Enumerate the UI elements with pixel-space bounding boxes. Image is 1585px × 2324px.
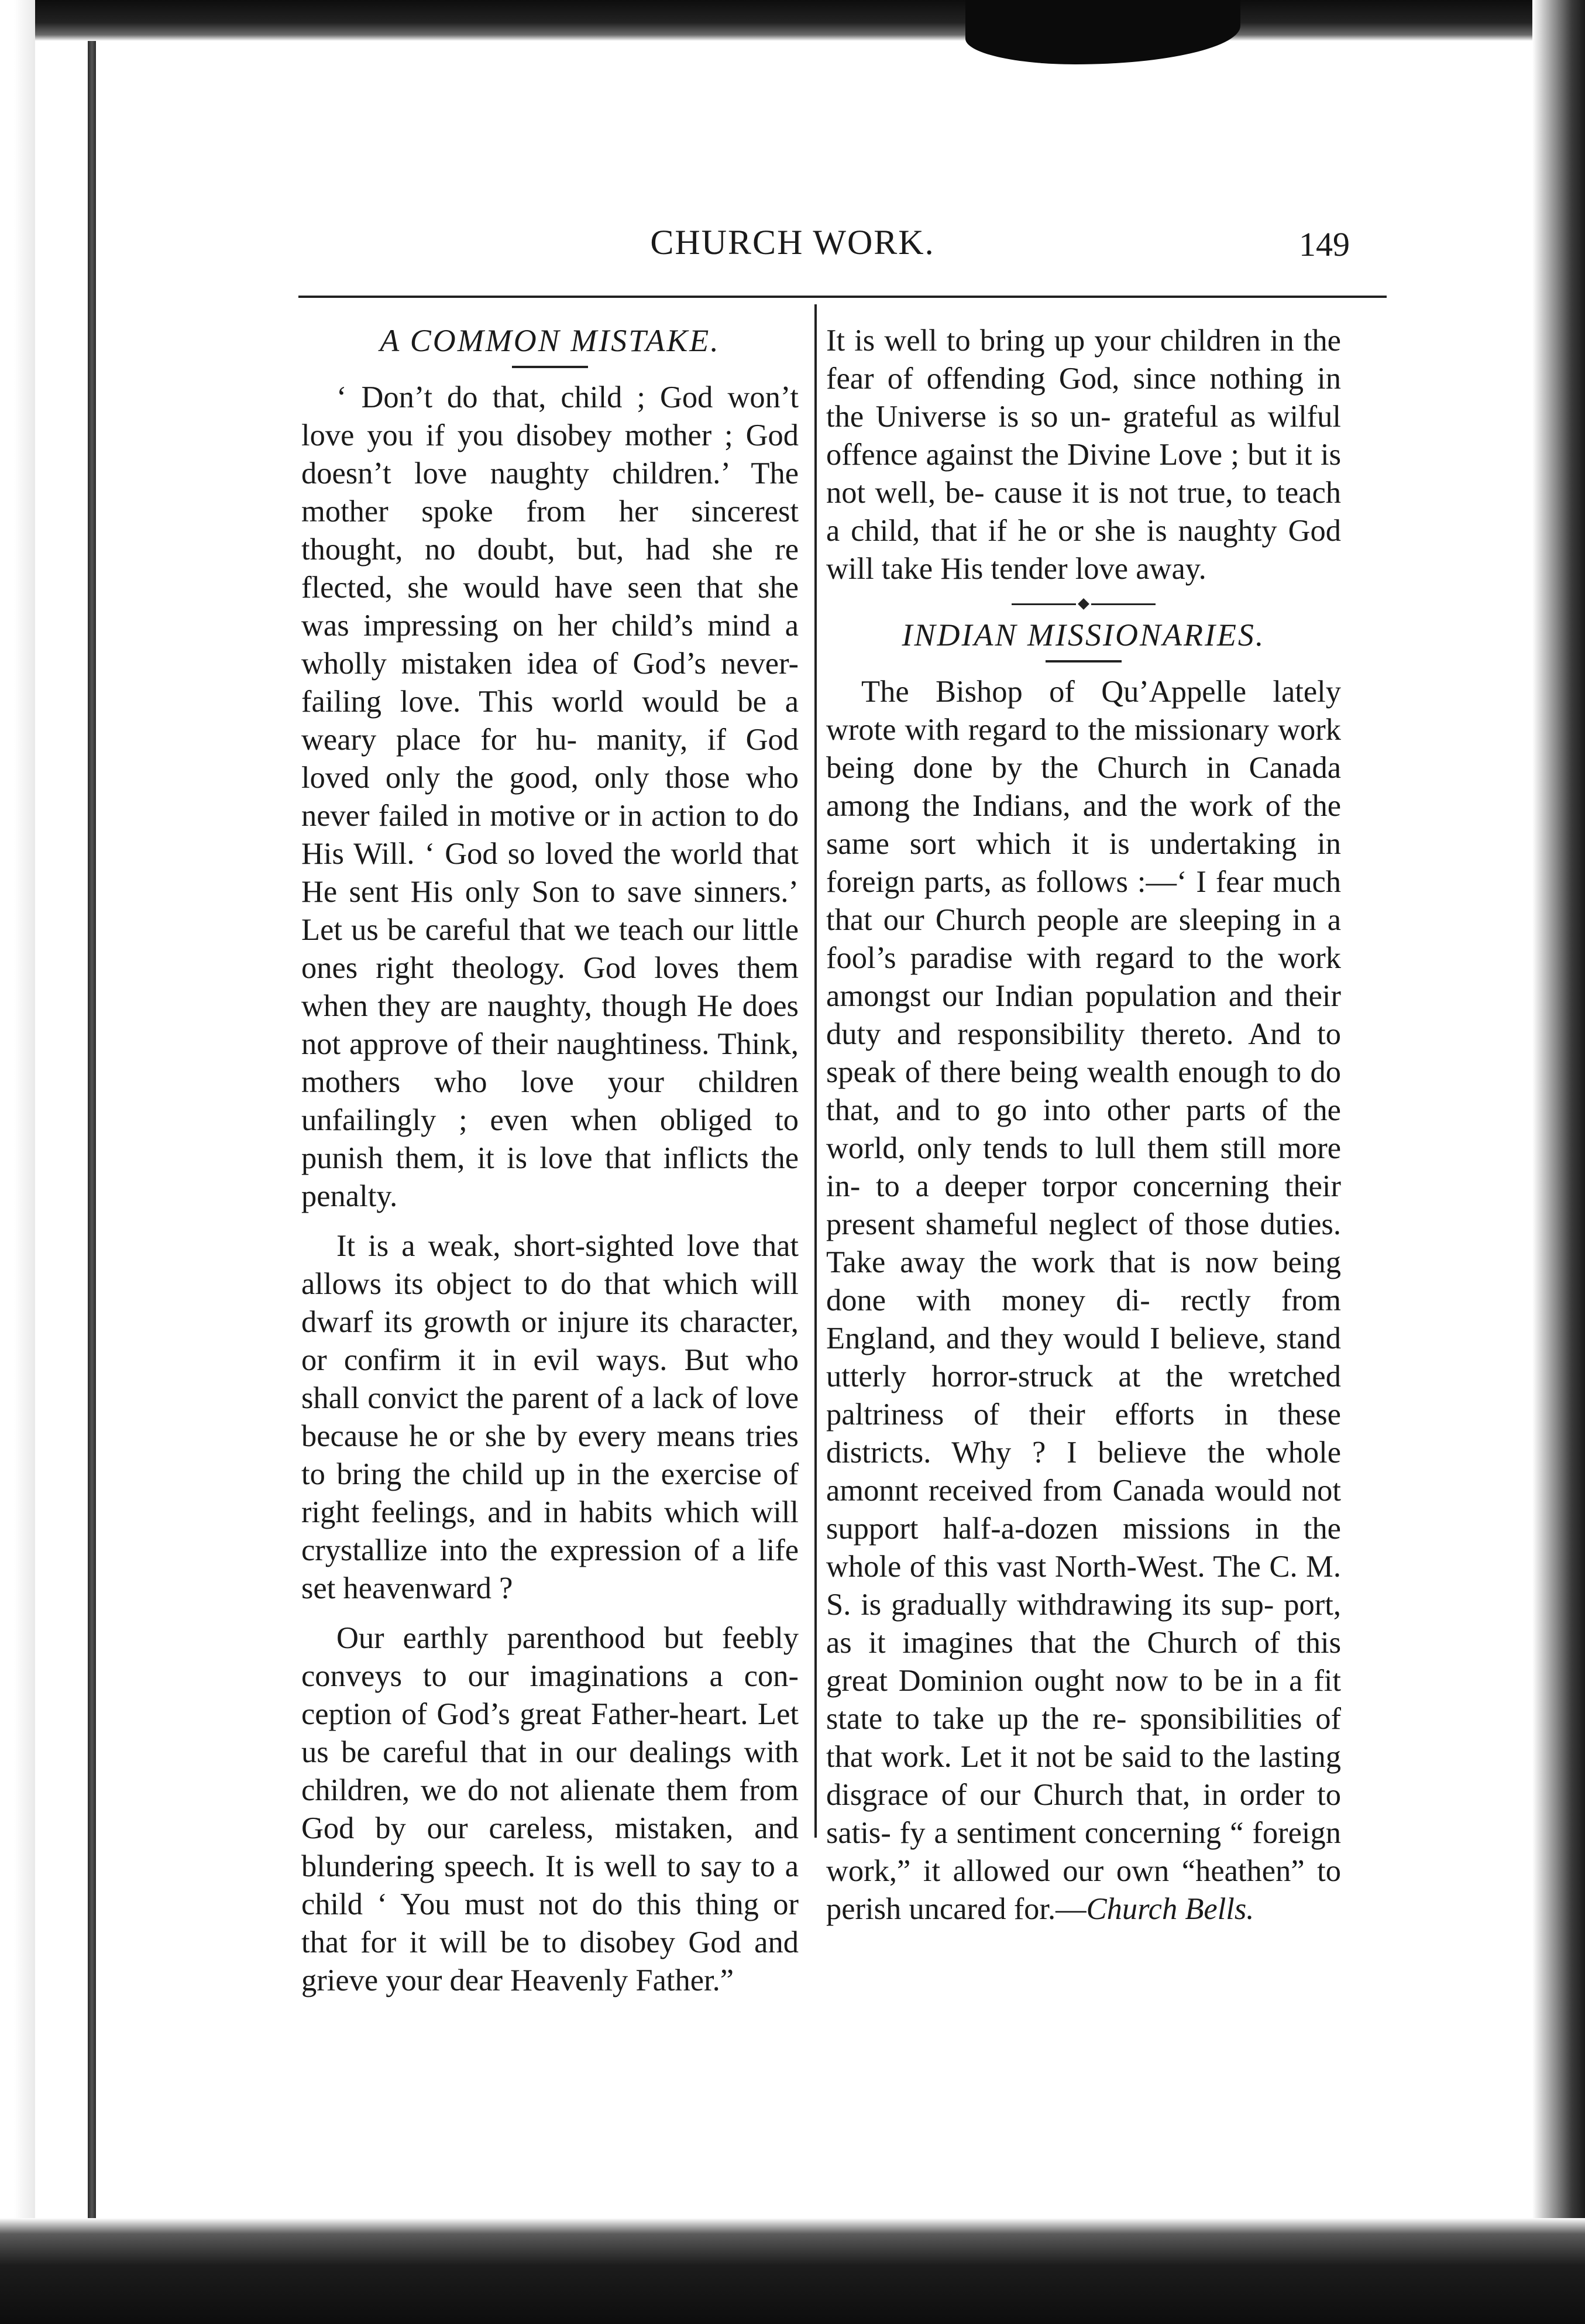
page-number: 149 (1299, 225, 1350, 263)
paragraph: It is a weak, short-sighted love that allows its object to do that which will dwarf its growth or injure its character, or confirm it in evil ways. But who shall convict the parent of a lack of love because he or she by every means tries to bring the child up in the exercise of right feelings, and in habits which will crystallize into the expression of a life set heavenward ? (301, 1229, 799, 1605)
scan-edge-bottom (0, 2218, 1585, 2324)
header-rule (298, 296, 1387, 298)
paragraph: ‘ Don’t do that, child ; God won’t love you if you disobey mother ; God doesn’t love naughty children.’ The mother spoke from her sincerest thought, no doubt, but, had she re flected, she would have seen that she was impressing on her child’s mind a wholly mistaken idea of God’s never-failing love. This world would be a weary place for hu- manity, if God loved only the good, only those who never failed in motive or in action to do His Will. ‘ God so loved the world that He sent His only Son to save sinners.’ Let us be careful that we teach our little ones right theology. God loves them when they are naughty, though He does not approve of their naughtiness. Think, mothers who love your children unfailingly ; even when obliged to punish them, it is love that inflicts the penalty. (301, 380, 799, 1213)
source-credit: Church Bells. (1086, 1892, 1254, 1926)
paragraph: Our earthly parenthood but feebly conveys to our imaginations a con- ception of God’s great Father-heart. Let us be careful that in our dealings with children, we do not alienate them from God by our careless, mistaken, and blundering speech. It is well to say to a child ‘ You must not do this thing or that for it will be to disobey God and grieve your dear Heavenly Father.” (301, 1621, 799, 1997)
right-column (826, 322, 1341, 1940)
running-head (0, 211, 1585, 281)
running-title: CHURCH WORK. (650, 223, 935, 262)
paragraph (826, 673, 1341, 1928)
heading-rule (1046, 660, 1122, 662)
paragraph-text: The Bishop of Qu’Appelle lately wrote with regard to the missionary work being done by the Church in Canada among the Indians, and the work of the same sort which it is undertaking in foreign parts, as follows :—‘ I fear much that our Church people are sleeping in a fool’s paradise with regard to the work amongst our Indian population and their duty and responsibility thereto. And to speak of there being wealth enough to do that, and to go into other parts of the world, only tends to lull them still more in- to a deeper torpor concerning their present shameful neglect of those duties. Take away the work that is now being done with money di- rectly from England, and they would I believe, stand utterly horror-struck at the wretched paltriness of their efforts in these districts. Why ? I believe the whole amonnt received from Canada would not support half-a-dozen missions in the whole of this vast North-West. The C. M. S. is gradually withdrawing its sup- port, as it imagines that the Church of this great Dominion ought now to be in a fit state to take up the re- sponsibilities of that work. Let it not be said to the lasting disgrace of our Church that, in order to satis- fy a sentiment concerning “ foreign work,” it allowed our own “heathen” to perish uncared for.— (826, 675, 1341, 1926)
article-heading-indian-missionaries: INDIAN MISSIONARIES. (902, 617, 1266, 653)
scan-edge-top (0, 0, 1585, 41)
scan-blot (965, 0, 1240, 64)
scan-edge-left (0, 0, 35, 2324)
ornament-divider (826, 600, 1341, 608)
diamond-ornament-icon (1078, 598, 1089, 610)
column-divider (814, 304, 817, 1838)
left-column (301, 322, 799, 2011)
article-heading-common-mistake: A COMMON MISTAKE. (380, 323, 720, 358)
binding-shadow (88, 41, 96, 2218)
paragraph-continued: It is well to bring up your children in the fear of offending God, since nothing in the Universe is so un- grateful as wilful offence against the Divine Love ; but it is not well, be- cause it is not true, to teach a child, that if he or she is naughty God will take His tender love away. (826, 324, 1341, 586)
scan-edge-right (1532, 0, 1585, 2324)
heading-rule (512, 366, 588, 368)
